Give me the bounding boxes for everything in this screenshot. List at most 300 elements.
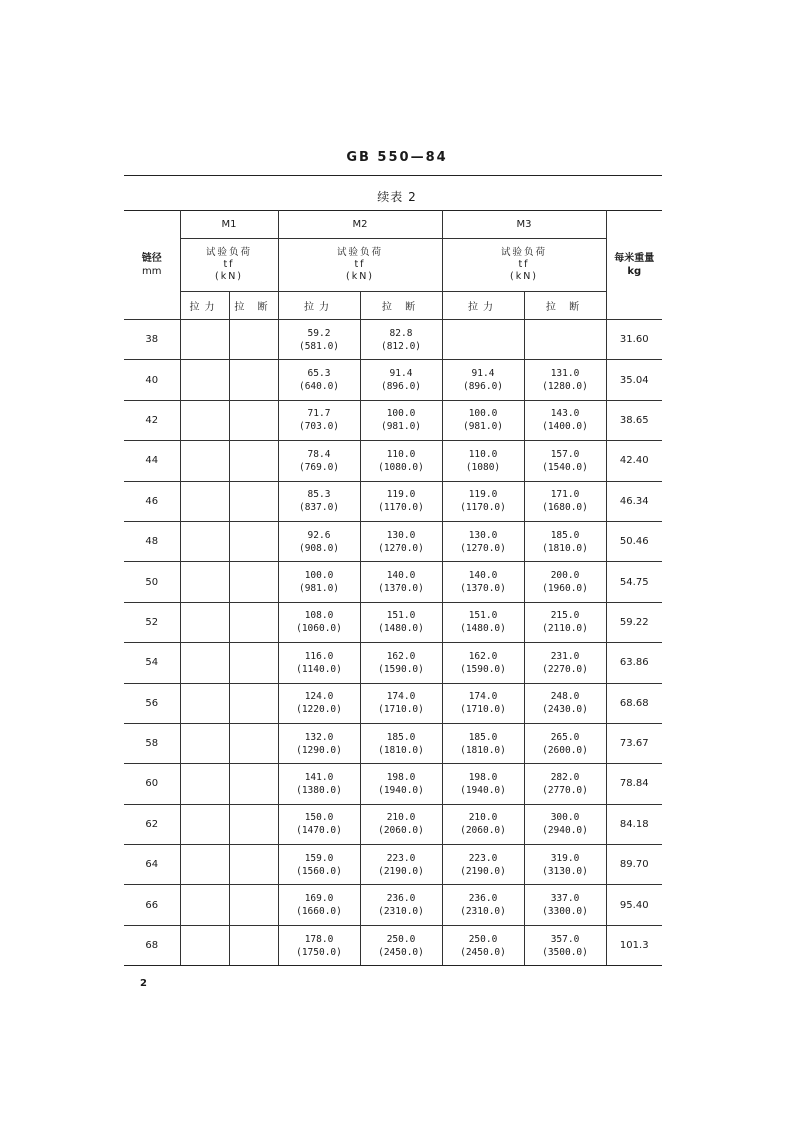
m3-break-cell-tf-value: 265.0: [550, 731, 580, 743]
diameter-cell: 50: [124, 562, 180, 602]
m1-tension-cell: [180, 885, 229, 925]
m3-tension-cell-kn-value: (1810.0): [460, 744, 506, 756]
m1-break-cell: [229, 320, 278, 360]
m2-tension-cell: [278, 400, 360, 440]
m3-break-cell-tf-value: 337.0: [550, 893, 580, 905]
m2-tension-cell-kn-value: (581.0): [298, 340, 340, 352]
m3-break-cell-kn-value: (1400.0): [542, 421, 588, 433]
m3-break-cell-kn-value: (2940.0): [542, 825, 588, 837]
grade-m2-header: M2: [278, 211, 442, 239]
m3-tension-cell: [442, 562, 524, 602]
m2-tension-cell: [278, 683, 360, 723]
m2-break-cell: [360, 360, 442, 400]
m2-tension-cell-kn-value: (703.0): [298, 421, 340, 433]
m3-tension-cell: [442, 441, 524, 481]
m3-break-cell-tf-value: 131.0: [550, 368, 580, 380]
m2-tension-header: 拉力: [278, 292, 360, 320]
m3-tension-cell-kn-value: (1710.0): [460, 704, 506, 716]
m3-tension-cell-kn-value: (1480.0): [460, 623, 506, 635]
m2-tension-cell-kn-value: (1470.0): [296, 825, 342, 837]
m2-tension-cell-tf-value: 178.0: [304, 933, 334, 945]
m2-break-cell-tf-value: 100.0: [386, 408, 416, 420]
m3-tension-cell-kn-value: (1370.0): [460, 583, 506, 595]
m2-tension-cell-kn-value: (837.0): [298, 502, 340, 514]
m3-break-cell: [524, 481, 606, 521]
table-row: [124, 481, 662, 521]
weight-cell: 89.70: [606, 845, 662, 885]
m2-break-cell-kn-value: (1170.0): [378, 502, 424, 514]
m3-break-cell-kn-value: (2430.0): [542, 704, 588, 716]
m2-tension-cell-kn-value: (1560.0): [296, 865, 342, 877]
m1-tension-cell: [180, 723, 229, 763]
m1-break-cell: [229, 804, 278, 844]
m3-tension-cell: [442, 764, 524, 804]
m2-break-cell-tf-value: 151.0: [386, 610, 416, 622]
m3-break-cell: [524, 845, 606, 885]
m2-break-cell: [360, 400, 442, 440]
m1-tension-cell: [180, 925, 229, 965]
m2-break-cell: [360, 764, 442, 804]
m3-break-cell-tf-value: 357.0: [550, 933, 580, 945]
m3-break-cell: [524, 885, 606, 925]
m3-tension-cell-tf-value: 130.0: [468, 529, 498, 541]
m3-tension-cell: [442, 804, 524, 844]
diameter-cell: 48: [124, 521, 180, 561]
m3-break-cell: [524, 320, 606, 360]
m3-break-cell-tf-value: 300.0: [550, 812, 580, 824]
m1-tension-cell: [180, 320, 229, 360]
table-caption: 续表 2: [377, 190, 417, 204]
m2-break-cell-kn-value: (2060.0): [378, 825, 424, 837]
m1-break-cell: [229, 400, 278, 440]
m2-break-cell-kn-value: (1270.0): [378, 542, 424, 554]
m2-tension-cell: [278, 885, 360, 925]
m3-tension-cell: [442, 925, 524, 965]
grade-m1-header: M1: [180, 211, 278, 239]
table-row: [124, 845, 662, 885]
m3-break-cell-tf-value: 200.0: [550, 570, 580, 582]
m3-break-cell-tf-value: 171.0: [550, 489, 580, 501]
m3-break-cell: [524, 602, 606, 642]
m3-tension-cell: [442, 845, 524, 885]
m3-tension-cell-kn-value: (981.0): [462, 421, 504, 433]
diameter-cell: 58: [124, 723, 180, 763]
m3-tension-cell-kn-value: (896.0): [462, 381, 504, 393]
table-row: [124, 764, 662, 804]
m1-tension-cell: [180, 764, 229, 804]
m1-break-header: 拉 断: [229, 292, 278, 320]
m1-break-cell: [229, 602, 278, 642]
m2-tension-cell-kn-value: (1140.0): [296, 663, 342, 675]
grade-m3-header: M3: [442, 211, 606, 239]
diameter-cell: 68: [124, 925, 180, 965]
m2-break-cell-tf-value: 236.0: [386, 893, 416, 905]
m2-break-cell-tf-value: 110.0: [386, 448, 416, 460]
m3-tension-cell: [442, 400, 524, 440]
m3-tension-cell: [442, 481, 524, 521]
m3-break-cell-kn-value: (2110.0): [542, 623, 588, 635]
m3-tension-cell-tf-value: 91.4: [471, 368, 495, 380]
m3-tension-cell: [442, 885, 524, 925]
m2-break-cell: [360, 521, 442, 561]
m1-break-cell: [229, 521, 278, 561]
diameter-label: 链径: [141, 253, 162, 264]
m2-break-cell-kn-value: (1590.0): [378, 663, 424, 675]
m3-tension-cell-tf-value: 174.0: [468, 691, 498, 703]
m2-break-cell: [360, 845, 442, 885]
table-row: [124, 885, 662, 925]
m2-load-unit-kn: (kN): [345, 271, 375, 282]
m2-break-cell: [360, 683, 442, 723]
table-body: [124, 320, 662, 966]
table-row: [124, 683, 662, 723]
m3-break-cell-tf-value: 157.0: [550, 448, 580, 460]
m2-break-cell: [360, 723, 442, 763]
m2-tension-cell: [278, 804, 360, 844]
m3-tension-cell-tf-value: 162.0: [468, 650, 498, 662]
m1-break-cell: [229, 683, 278, 723]
m2-break-cell-tf-value: 162.0: [386, 650, 416, 662]
m3-tension-cell: [442, 643, 524, 683]
m3-break-cell: [524, 643, 606, 683]
diameter-cell: 66: [124, 885, 180, 925]
m3-break-cell: [524, 441, 606, 481]
m3-tension-cell-kn-value: (1080): [465, 461, 501, 473]
m2-break-cell-tf-value: 185.0: [386, 731, 416, 743]
m2-break-cell-tf-value: 210.0: [386, 812, 416, 824]
m3-break-cell: [524, 723, 606, 763]
m3-break-cell-kn-value: (2600.0): [542, 744, 588, 756]
m2-tension-cell: [278, 602, 360, 642]
m1-tension-cell: [180, 360, 229, 400]
table-row: [124, 804, 662, 844]
m1-tension-cell: [180, 562, 229, 602]
weight-cell: 101.3: [606, 925, 662, 965]
m3-tension-cell-tf-value: 236.0: [468, 893, 498, 905]
m2-tension-cell-kn-value: (1660.0): [296, 906, 342, 918]
m3-break-cell-kn-value: (3500.0): [542, 946, 588, 958]
m2-break-cell-kn-value: (812.0): [380, 340, 422, 352]
m2-break-cell: [360, 320, 442, 360]
m2-tension-cell: [278, 360, 360, 400]
weight-cell: 84.18: [606, 804, 662, 844]
diameter-cell: 54: [124, 643, 180, 683]
m2-tension-cell-tf-value: 71.7: [307, 408, 331, 420]
m2-tension-cell-kn-value: (640.0): [298, 381, 340, 393]
m3-tension-cell: [442, 723, 524, 763]
m3-break-cell: [524, 764, 606, 804]
m2-break-cell: [360, 885, 442, 925]
m1-tension-header: 拉力: [180, 292, 229, 320]
m1-tension-cell: [180, 521, 229, 561]
table-row: [124, 400, 662, 440]
m2-load-unit-tf: tf: [354, 259, 366, 270]
m2-break-cell-tf-value: 198.0: [386, 771, 416, 783]
weight-header: [606, 211, 662, 320]
diameter-cell: 52: [124, 602, 180, 642]
weight-label: 每米重量: [614, 253, 655, 264]
m3-break-cell-kn-value: (1810.0): [542, 542, 588, 554]
m2-break-cell-kn-value: (1370.0): [378, 583, 424, 595]
m2-tension-cell-kn-value: (908.0): [298, 542, 340, 554]
m3-break-cell-kn-value: (1280.0): [542, 381, 588, 393]
diameter-cell: 38: [124, 320, 180, 360]
m2-tension-cell-kn-value: (1060.0): [296, 623, 342, 635]
m2-break-cell-kn-value: (2450.0): [378, 946, 424, 958]
weight-cell: 38.65: [606, 400, 662, 440]
diameter-cell: 62: [124, 804, 180, 844]
diameter-unit: mm: [142, 266, 162, 277]
m2-tension-cell-tf-value: 132.0: [304, 731, 334, 743]
m3-break-header: 拉 断: [524, 292, 606, 320]
m3-tension-cell-tf-value: 100.0: [468, 408, 498, 420]
m3-break-cell-kn-value: (1960.0): [542, 583, 588, 595]
m3-break-cell-kn-value: (1680.0): [542, 502, 588, 514]
weight-cell: 42.40: [606, 441, 662, 481]
diameter-cell: 42: [124, 400, 180, 440]
m2-break-cell-kn-value: (896.0): [380, 381, 422, 393]
chain-spec-table: [124, 210, 662, 966]
m3-break-cell: [524, 400, 606, 440]
weight-cell: 68.68: [606, 683, 662, 723]
m2-tension-cell: [278, 723, 360, 763]
m3-tension-cell-tf-value: 140.0: [468, 570, 498, 582]
m1-break-cell: [229, 481, 278, 521]
m3-tension-cell-kn-value: (2190.0): [460, 865, 506, 877]
m2-tension-cell-tf-value: 124.0: [304, 691, 334, 703]
m3-tension-cell-tf-value: 119.0: [468, 489, 498, 501]
m3-tension-cell-kn-value: (1940.0): [460, 784, 506, 796]
m3-load-header: [442, 239, 606, 292]
weight-cell: 63.86: [606, 643, 662, 683]
header-row-tests: [124, 292, 662, 320]
m3-break-cell-kn-value: (2770.0): [542, 784, 588, 796]
m3-break-cell-tf-value: 185.0: [550, 529, 580, 541]
weight-cell: 31.60: [606, 320, 662, 360]
m3-tension-cell: [442, 521, 524, 561]
table-row: [124, 360, 662, 400]
m1-break-cell: [229, 885, 278, 925]
m2-tension-cell-tf-value: 108.0: [304, 610, 334, 622]
m3-tension-cell-kn-value: (2060.0): [460, 825, 506, 837]
m3-tension-cell-tf-value: 210.0: [468, 812, 498, 824]
m2-tension-cell-tf-value: 150.0: [304, 812, 334, 824]
m2-break-cell: [360, 643, 442, 683]
m2-tension-cell: [278, 925, 360, 965]
m1-load-unit-tf: tf: [223, 259, 235, 270]
weight-cell: 54.75: [606, 562, 662, 602]
m3-break-cell-tf-value: 248.0: [550, 691, 580, 703]
m2-tension-cell-tf-value: 116.0: [304, 650, 334, 662]
m2-break-cell: [360, 441, 442, 481]
m3-break-cell-kn-value: (2270.0): [542, 663, 588, 675]
m3-break-cell-tf-value: 215.0: [550, 610, 580, 622]
m2-break-cell-kn-value: (1480.0): [378, 623, 424, 635]
m1-break-cell: [229, 562, 278, 602]
m1-tension-cell: [180, 845, 229, 885]
document-code: GB 550—84: [346, 150, 448, 165]
m3-load-label: 试验负荷: [500, 247, 547, 258]
m2-load-header: [278, 239, 442, 292]
top-rule: [124, 175, 662, 176]
weight-cell: 78.84: [606, 764, 662, 804]
m2-tension-cell: [278, 521, 360, 561]
m3-tension-header: 拉力: [442, 292, 524, 320]
m2-break-cell-kn-value: (1940.0): [378, 784, 424, 796]
m2-break-cell-kn-value: (2190.0): [378, 865, 424, 877]
m2-break-cell-kn-value: (1710.0): [378, 704, 424, 716]
m1-tension-cell: [180, 481, 229, 521]
m2-tension-cell: [278, 764, 360, 804]
m1-tension-cell: [180, 400, 229, 440]
m2-tension-cell-tf-value: 100.0: [304, 570, 334, 582]
m3-break-cell: [524, 683, 606, 723]
m2-tension-cell-tf-value: 85.3: [307, 489, 331, 501]
weight-cell: 73.67: [606, 723, 662, 763]
m1-break-cell: [229, 441, 278, 481]
m3-tension-cell-tf-value: 151.0: [468, 610, 498, 622]
m3-tension-cell-kn-value: (1590.0): [460, 663, 506, 675]
m2-break-cell: [360, 804, 442, 844]
m2-tension-cell: [278, 441, 360, 481]
m3-break-cell: [524, 925, 606, 965]
m2-break-cell: [360, 481, 442, 521]
m2-break-cell-kn-value: (1080.0): [378, 461, 424, 473]
m2-break-cell: [360, 602, 442, 642]
m2-break-cell-kn-value: (981.0): [380, 421, 422, 433]
m2-tension-cell-tf-value: 78.4: [307, 448, 331, 460]
m3-break-cell: [524, 521, 606, 561]
m2-load-label: 试验负荷: [336, 247, 383, 258]
weight-cell: 95.40: [606, 885, 662, 925]
m2-tension-cell-tf-value: 65.3: [307, 368, 331, 380]
m2-break-cell: [360, 925, 442, 965]
m3-break-cell-tf-value: 282.0: [550, 771, 580, 783]
table-row: [124, 925, 662, 965]
m1-tension-cell: [180, 602, 229, 642]
table-row: [124, 723, 662, 763]
m2-tension-cell-kn-value: (1380.0): [296, 784, 342, 796]
m1-break-cell: [229, 845, 278, 885]
table-row: [124, 643, 662, 683]
m3-load-unit-tf: tf: [518, 259, 530, 270]
m2-tension-cell-kn-value: (981.0): [298, 583, 340, 595]
m2-break-cell-tf-value: 82.8: [389, 327, 413, 339]
m3-tension-cell: [442, 683, 524, 723]
m3-tension-cell-kn-value: (1270.0): [460, 542, 506, 554]
m3-tension-cell-tf-value: 198.0: [468, 771, 498, 783]
m2-break-cell-tf-value: 119.0: [386, 489, 416, 501]
m3-break-cell-tf-value: 319.0: [550, 852, 580, 864]
m2-tension-cell-tf-value: 59.2: [307, 327, 331, 339]
weight-cell: 46.34: [606, 481, 662, 521]
m1-break-cell: [229, 360, 278, 400]
diameter-cell: 56: [124, 683, 180, 723]
m2-break-cell-tf-value: 250.0: [386, 933, 416, 945]
weight-cell: 50.46: [606, 521, 662, 561]
weight-unit: kg: [627, 266, 642, 277]
m2-tension-cell-tf-value: 169.0: [304, 893, 334, 905]
table-row: [124, 320, 662, 360]
m3-break-cell: [524, 562, 606, 602]
m3-tension-cell-tf-value: 110.0: [468, 448, 498, 460]
m3-load-unit-kn: (kN): [509, 271, 539, 282]
m2-tension-cell: [278, 845, 360, 885]
m2-break-cell-tf-value: 91.4: [389, 368, 413, 380]
m3-break-cell: [524, 804, 606, 844]
weight-cell: 59.22: [606, 602, 662, 642]
m2-tension-cell: [278, 481, 360, 521]
m1-tension-cell: [180, 683, 229, 723]
m1-break-cell: [229, 764, 278, 804]
table-row: [124, 562, 662, 602]
m2-break-cell: [360, 562, 442, 602]
m3-break-cell-kn-value: (3300.0): [542, 906, 588, 918]
m1-load-header: [180, 239, 278, 292]
diameter-header: [124, 211, 180, 320]
m3-tension-cell-tf-value: 223.0: [468, 852, 498, 864]
m2-break-cell-tf-value: 174.0: [386, 691, 416, 703]
page-number: 2: [140, 978, 147, 989]
m2-tension-cell-kn-value: (1220.0): [296, 704, 342, 716]
m2-tension-cell: [278, 562, 360, 602]
m2-tension-cell-kn-value: (769.0): [298, 461, 340, 473]
m1-load-unit-kn: (kN): [214, 271, 244, 282]
m3-tension-cell-kn-value: (2310.0): [460, 906, 506, 918]
table-row: [124, 521, 662, 561]
m2-break-cell-tf-value: 140.0: [386, 570, 416, 582]
m3-break-cell: [524, 360, 606, 400]
m3-tension-cell-kn-value: (1170.0): [460, 502, 506, 514]
m2-break-cell-tf-value: 130.0: [386, 529, 416, 541]
header-row-grades: [124, 211, 662, 239]
m1-break-cell: [229, 643, 278, 683]
m2-break-cell-kn-value: (2310.0): [378, 906, 424, 918]
m1-load-label: 试验负荷: [205, 247, 252, 258]
m3-tension-cell-kn-value: (2450.0): [460, 946, 506, 958]
m3-tension-cell: [442, 602, 524, 642]
m2-tension-cell-tf-value: 92.6: [307, 529, 331, 541]
m2-tension-cell: [278, 643, 360, 683]
m2-tension-cell-tf-value: 159.0: [304, 852, 334, 864]
m1-break-cell: [229, 723, 278, 763]
diameter-cell: 40: [124, 360, 180, 400]
m3-break-cell-kn-value: (3130.0): [542, 865, 588, 877]
m2-tension-cell-kn-value: (1290.0): [296, 744, 342, 756]
m3-break-cell-tf-value: 231.0: [550, 650, 580, 662]
m3-break-cell-tf-value: 143.0: [550, 408, 580, 420]
m2-break-cell-tf-value: 223.0: [386, 852, 416, 864]
table-row: [124, 602, 662, 642]
m2-tension-cell-tf-value: 141.0: [304, 771, 334, 783]
m1-break-cell: [229, 925, 278, 965]
diameter-cell: 64: [124, 845, 180, 885]
m2-tension-cell: [278, 320, 360, 360]
m3-tension-cell-tf-value: 185.0: [468, 731, 498, 743]
m1-tension-cell: [180, 643, 229, 683]
m2-break-header: 拉 断: [360, 292, 442, 320]
m2-break-cell-kn-value: (1810.0): [378, 744, 424, 756]
m2-tension-cell-kn-value: (1750.0): [296, 946, 342, 958]
header-row-load: [124, 239, 662, 292]
m1-tension-cell: [180, 804, 229, 844]
weight-cell: 35.04: [606, 360, 662, 400]
diameter-cell: 46: [124, 481, 180, 521]
m3-break-cell-kn-value: (1540.0): [542, 461, 588, 473]
diameter-cell: 60: [124, 764, 180, 804]
m3-tension-cell-tf-value: 250.0: [468, 933, 498, 945]
m3-tension-cell: [442, 360, 524, 400]
